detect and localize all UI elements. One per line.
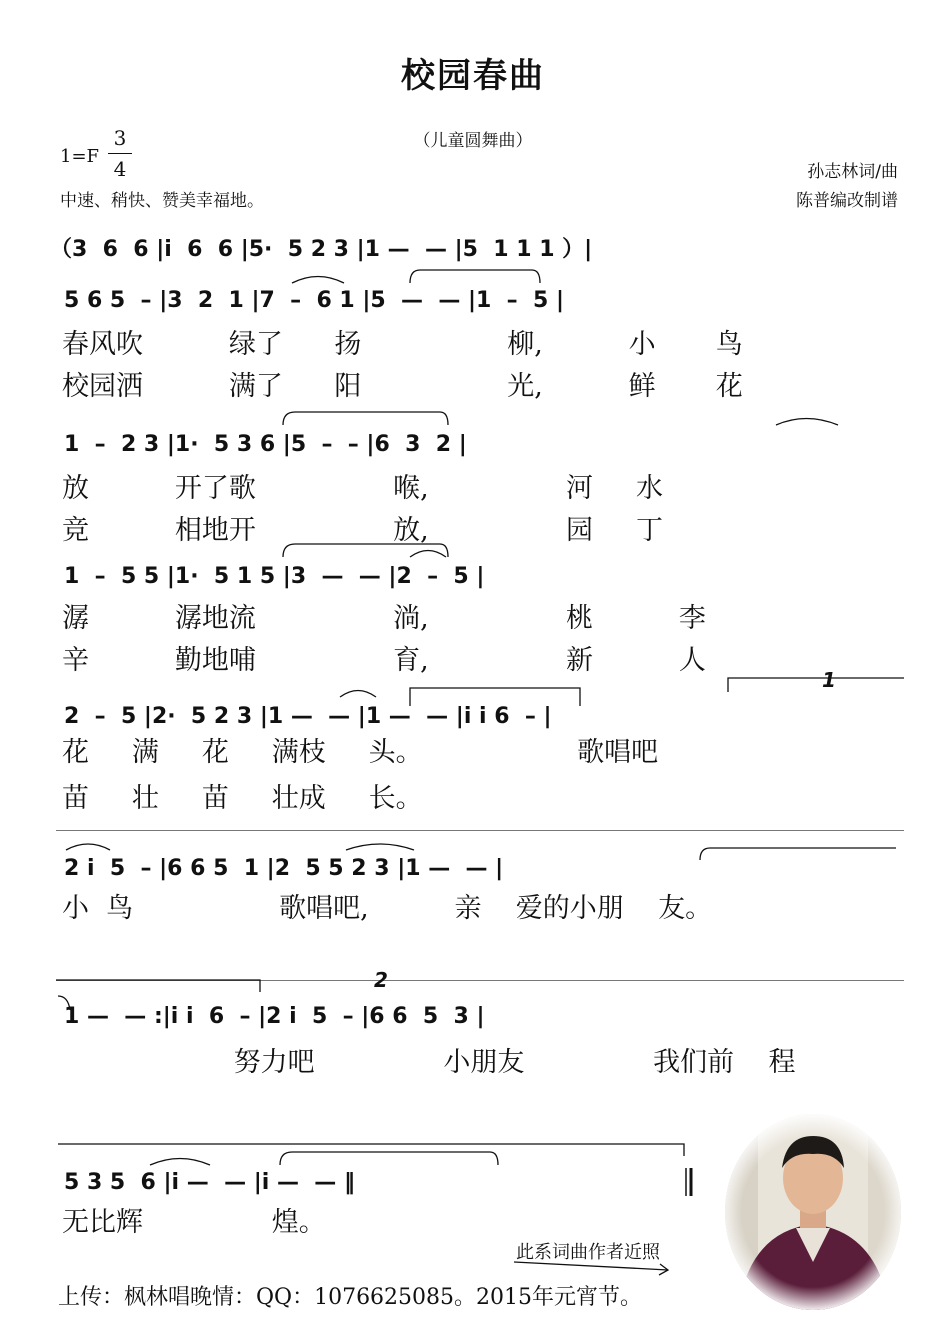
- lyric-row-3-verse-1: 放 开了歌 喉, 河 水: [62, 473, 663, 504]
- tempo-marking: 中速、稍快、赞美幸福地。: [60, 191, 264, 211]
- slur: [150, 1159, 210, 1166]
- lyric-row-7: 努力吧 小朋友 我们前 程: [62, 1047, 796, 1078]
- photo-caption: 此系词曲作者近照: [516, 1242, 660, 1263]
- notation-row-7: 1 — — :|i i 6 – |2 i 5 – |6 6 5 3 |: [64, 1004, 485, 1029]
- slur: [776, 419, 838, 426]
- bracket: [58, 1144, 684, 1156]
- volta-2-label: 2: [374, 968, 388, 992]
- slur: [66, 844, 110, 850]
- credit-arranger: 陈普编改制谱: [796, 191, 898, 211]
- lyric-row-2-verse-1: 春风吹 绿了 扬 柳, 小 鸟: [62, 329, 743, 360]
- song-title: 校园春曲: [401, 56, 545, 96]
- slur: [700, 848, 896, 860]
- lyric-row-5-verse-1: 花 满 花 满枝 头。 歌唱吧: [62, 737, 659, 768]
- notation-row-5: 2 – 5 |2· 5 2 3 |1 — — |1 — — |i i 6 – |: [64, 704, 552, 729]
- upload-footer: 上传：枫林唱晚情：QQ：1076625085。2015年元宵节。: [58, 1285, 643, 1310]
- lyric-row-4-verse-2: 辛 勤地哺 育, 新 人: [62, 645, 706, 676]
- lyric-row-5-verse-2: 苗 壮 苗 壮成 长。: [62, 783, 423, 814]
- slur: [410, 270, 540, 283]
- slur: [346, 844, 414, 850]
- song-subtitle: （儿童圆舞曲）: [413, 131, 533, 151]
- lyric-row-8: 无比辉 煌。: [62, 1207, 326, 1238]
- slur: [58, 996, 70, 1010]
- notation-row-1: （3 6 6 |i 6 6 |5· 5 2 3 |1 — — |5 1 1 1 ）|: [50, 237, 593, 262]
- author-photo: [718, 1112, 908, 1312]
- slur: [340, 691, 376, 698]
- credit-lyricist-composer: 孙志林词/曲: [807, 162, 898, 182]
- key-signature: 1=F: [60, 146, 100, 167]
- lyric-row-6: 小 鸟 歌唱吧, 亲 爱的小朋 友。: [62, 893, 713, 924]
- slur: [280, 1152, 498, 1165]
- volta-1-label: 1: [822, 668, 836, 692]
- volta-1-bracket: [728, 678, 904, 692]
- notation-row-3: 1 – 2 3 |1· 5 3 6 |5 – – |6 3 2 |: [64, 432, 467, 457]
- lyric-row-3-verse-2: 竞 相地开 放, 园 丁: [62, 515, 663, 546]
- slur: [410, 551, 446, 558]
- bracket: [410, 688, 580, 706]
- notation-row-4: 1 – 5 5 |1· 5 1 5 |3 — — |2 – 5 |: [64, 564, 485, 589]
- lyric-row-4-verse-1: 潺 潺地流 淌, 桃 李: [62, 603, 706, 634]
- author-photo-image: [718, 1112, 908, 1312]
- time-sig-bottom: 4: [113, 157, 127, 181]
- time-sig-top: 3: [113, 126, 127, 150]
- notation-row-6: 2 i 5 – |6 6 5 1 |2 5 5 2 3 |1 — — |: [64, 856, 504, 881]
- volta-2-bracket: [56, 980, 260, 992]
- slur: [283, 412, 448, 425]
- notation-row-2: 5 6 5 – |3 2 1 |7 – 6 1 |5 — — |1 – 5 |: [64, 288, 565, 313]
- notation-row-8: 5 3 5 6 |i — — |i — — ‖: [64, 1170, 355, 1195]
- lyric-row-2-verse-2: 校园洒 满了 阳 光, 鲜 花: [62, 371, 743, 402]
- slur: [292, 277, 344, 284]
